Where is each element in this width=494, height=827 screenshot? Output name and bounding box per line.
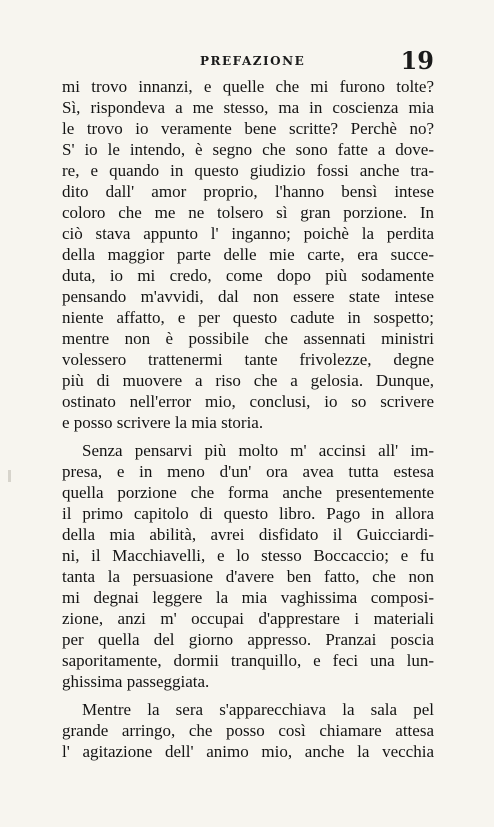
text-line: le trovo io veramente bene scritte? Perchè no? [62,119,434,138]
text-line: quella porzione che forma anche presentemente [62,483,434,502]
text-line: della maggior parte delle mie carte, era succe- [62,245,434,264]
text-line: Sì, rispondeva a me stesso, ma in coscienza mia [62,98,434,117]
text-line: re, e quando in questo giudizio fossi anche tra- [62,161,434,180]
text-line: l' agitazione dell' animo mio, anche la vecchia [62,742,434,761]
text-line: ostinato nell'error mio, conclusi, io so scrivere [62,392,434,411]
text-line: ciò stava appunto l' inganno; poichè la perdita [62,224,434,243]
text-line: coloro che me ne tolsero sì gran porzione. In [62,203,434,222]
margin-mark [8,470,11,482]
text-line: ghissima passeggiata. [62,672,210,691]
text-line: presa, e in meno d'un' ora avea tutta estesa [62,462,434,481]
text-line: zione, anzi m' occupai d'apprestare i materiali [62,609,434,628]
body-text [62,76,434,762]
text-line: dito dall' amor proprio, l'hanno bensì intese [62,182,434,201]
text-line: e posso scrivere la mia storia. [62,413,264,432]
text-line: più di muovere a riso che a gelosia. Dunque, [62,371,434,390]
text-line: Senza pensarvi più molto m' accinsi all' im- [82,441,434,460]
text-line: grande arringo, che posso così chiamare attesa [62,721,434,740]
text-line: saporitamente, dormii tranquillo, e feci una lun- [62,651,434,670]
paragraph-3 [62,699,434,762]
text-line: tanta la persuasione d'avere ben fatto, che non [62,567,434,586]
text-line: volessero trattenermi tante frivolezze, degne [62,350,434,369]
text-line: mi degnai leggere la mia vaghissima composi- [62,588,434,607]
text-line: mentre non è possibile che assennati ministri [62,329,434,348]
text-line: pensando m'avvidi, dal non essere state intese [62,287,434,306]
text-line: ni, il Macchiavelli, e lo stesso Boccaccio; e fu [62,546,434,565]
text-line: per quella del giorno appresso. Pranzai poscia [62,630,434,649]
paragraph-1 [62,76,434,433]
text-line: il primo capitolo di questo libro. Pago in allora [62,504,434,523]
text-line: mi trovo innanzi, e quelle che mi furono tolte? [62,77,434,96]
text-line: duta, io mi credo, come dopo più sodamente [62,266,434,285]
page-number: 19 [400,46,434,75]
paragraph-2 [62,440,434,692]
paragraph-gap [62,692,434,699]
running-head: PREFAZIONE [200,54,306,68]
text-line: niente affatto, e per questo cadute in sospetto; [62,308,434,327]
text-line: della mia abilità, avrei disfidato il Guicciardi- [62,525,434,544]
text-line: Mentre la sera s'apparecchiava la sala pel [82,700,434,719]
paragraph-gap [62,433,434,440]
text-line: S' io le intendo, è segno che sono fatte a dove- [62,140,434,159]
